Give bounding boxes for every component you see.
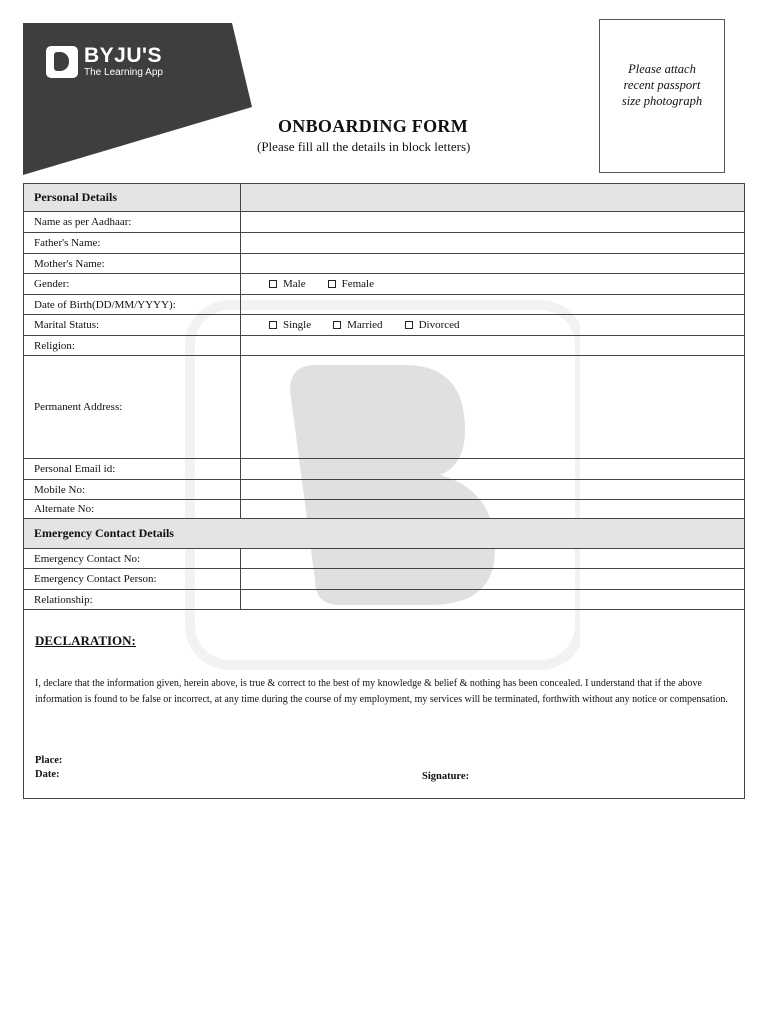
alternate-input[interactable]	[241, 500, 744, 518]
option-label: Female	[341, 278, 374, 290]
field-label: Date of Birth(DD/MM/YYYY):	[24, 295, 241, 314]
field-row-emergency-no	[24, 549, 744, 569]
signature-label: Signature:	[422, 771, 470, 782]
field-label: Name as per Aadhaar:	[24, 212, 241, 232]
marital-married-checkbox[interactable]	[333, 319, 382, 331]
section-heading: Personal Details	[24, 184, 241, 211]
email-input[interactable]	[241, 459, 744, 479]
field-row-marital	[24, 315, 744, 336]
field-row-dob	[24, 295, 744, 315]
checkbox-icon	[328, 280, 336, 288]
marital-single-checkbox[interactable]	[269, 319, 311, 331]
photo-instruction-line2: recent passport	[623, 78, 701, 92]
checkbox-icon	[333, 321, 341, 329]
onboarding-form	[23, 183, 745, 799]
name-input[interactable]	[241, 212, 744, 232]
byjus-logo	[46, 45, 163, 78]
field-row-address	[24, 356, 744, 459]
field-label: Father's Name:	[24, 233, 241, 253]
checkbox-icon	[269, 321, 277, 329]
emergency-number-input[interactable]	[241, 549, 744, 568]
field-label: Emergency Contact Person:	[24, 569, 241, 589]
date-label: Date:	[35, 769, 60, 780]
field-row-alternate	[24, 500, 744, 519]
option-label: Male	[283, 278, 306, 290]
field-label: Relationship:	[24, 590, 241, 609]
personal-details-header	[24, 184, 744, 212]
field-row-mother	[24, 254, 744, 274]
byjus-logo-icon	[46, 46, 78, 78]
photo-instruction-line3: size photograph	[621, 94, 703, 108]
field-row-email	[24, 459, 744, 480]
religion-input[interactable]	[241, 336, 744, 355]
field-row-relationship	[24, 590, 744, 610]
field-row-religion	[24, 336, 744, 356]
emergency-person-input[interactable]	[241, 569, 744, 589]
section-heading: Emergency Contact Details	[34, 526, 174, 540]
dob-input[interactable]	[241, 295, 744, 314]
address-input[interactable]	[241, 356, 744, 458]
brand-name: BYJU'S	[84, 44, 163, 67]
declaration-title: DECLARATION:	[35, 633, 136, 648]
mobile-input[interactable]	[241, 480, 744, 499]
field-label: Personal Email id:	[24, 459, 241, 479]
option-label: Divorced	[418, 319, 460, 331]
checkbox-icon	[269, 280, 277, 288]
brand-tagline: The Learning App	[84, 67, 163, 78]
relationship-input[interactable]	[241, 590, 744, 609]
field-label: Marital Status:	[24, 315, 241, 335]
passport-photo-box[interactable]	[599, 19, 725, 173]
field-row-gender	[24, 274, 744, 295]
field-label: Mother's Name:	[24, 254, 241, 273]
field-row-mobile	[24, 480, 744, 500]
form-subtitle: (Please fill all the details in block letters)	[257, 139, 471, 154]
photo-instruction-line1: Please attach	[628, 62, 696, 76]
declaration-text: I, declare that the information given, herein above, is true & correct to the best of my knowledge & belief & nothing has been concealed. I understand that if the above information is found to be false or incorrect, at any time during the course of my employment, my services will be terminated, forthwith without any notice or compensation.	[35, 678, 728, 705]
field-label: Emergency Contact No:	[24, 549, 241, 568]
option-label: Single	[283, 319, 312, 331]
field-label: Alternate No:	[24, 500, 241, 518]
field-label: Religion:	[24, 336, 241, 355]
checkbox-icon	[405, 321, 413, 329]
option-label: Married	[347, 319, 383, 331]
place-label: Place:	[35, 755, 63, 766]
field-label: Gender:	[24, 274, 241, 294]
mother-name-input[interactable]	[241, 254, 744, 273]
form-title: ONBOARDING FORM	[278, 116, 468, 136]
marital-divorced-checkbox[interactable]	[405, 319, 460, 331]
field-label: Mobile No:	[24, 480, 241, 499]
field-label: Permanent Address:	[24, 356, 241, 458]
field-row-emergency-person	[24, 569, 744, 590]
father-name-input[interactable]	[241, 233, 744, 253]
gender-female-checkbox[interactable]	[328, 278, 374, 290]
gender-male-checkbox[interactable]	[269, 278, 306, 290]
field-row-name	[24, 212, 744, 233]
emergency-details-header	[24, 519, 744, 549]
field-row-father	[24, 233, 744, 254]
